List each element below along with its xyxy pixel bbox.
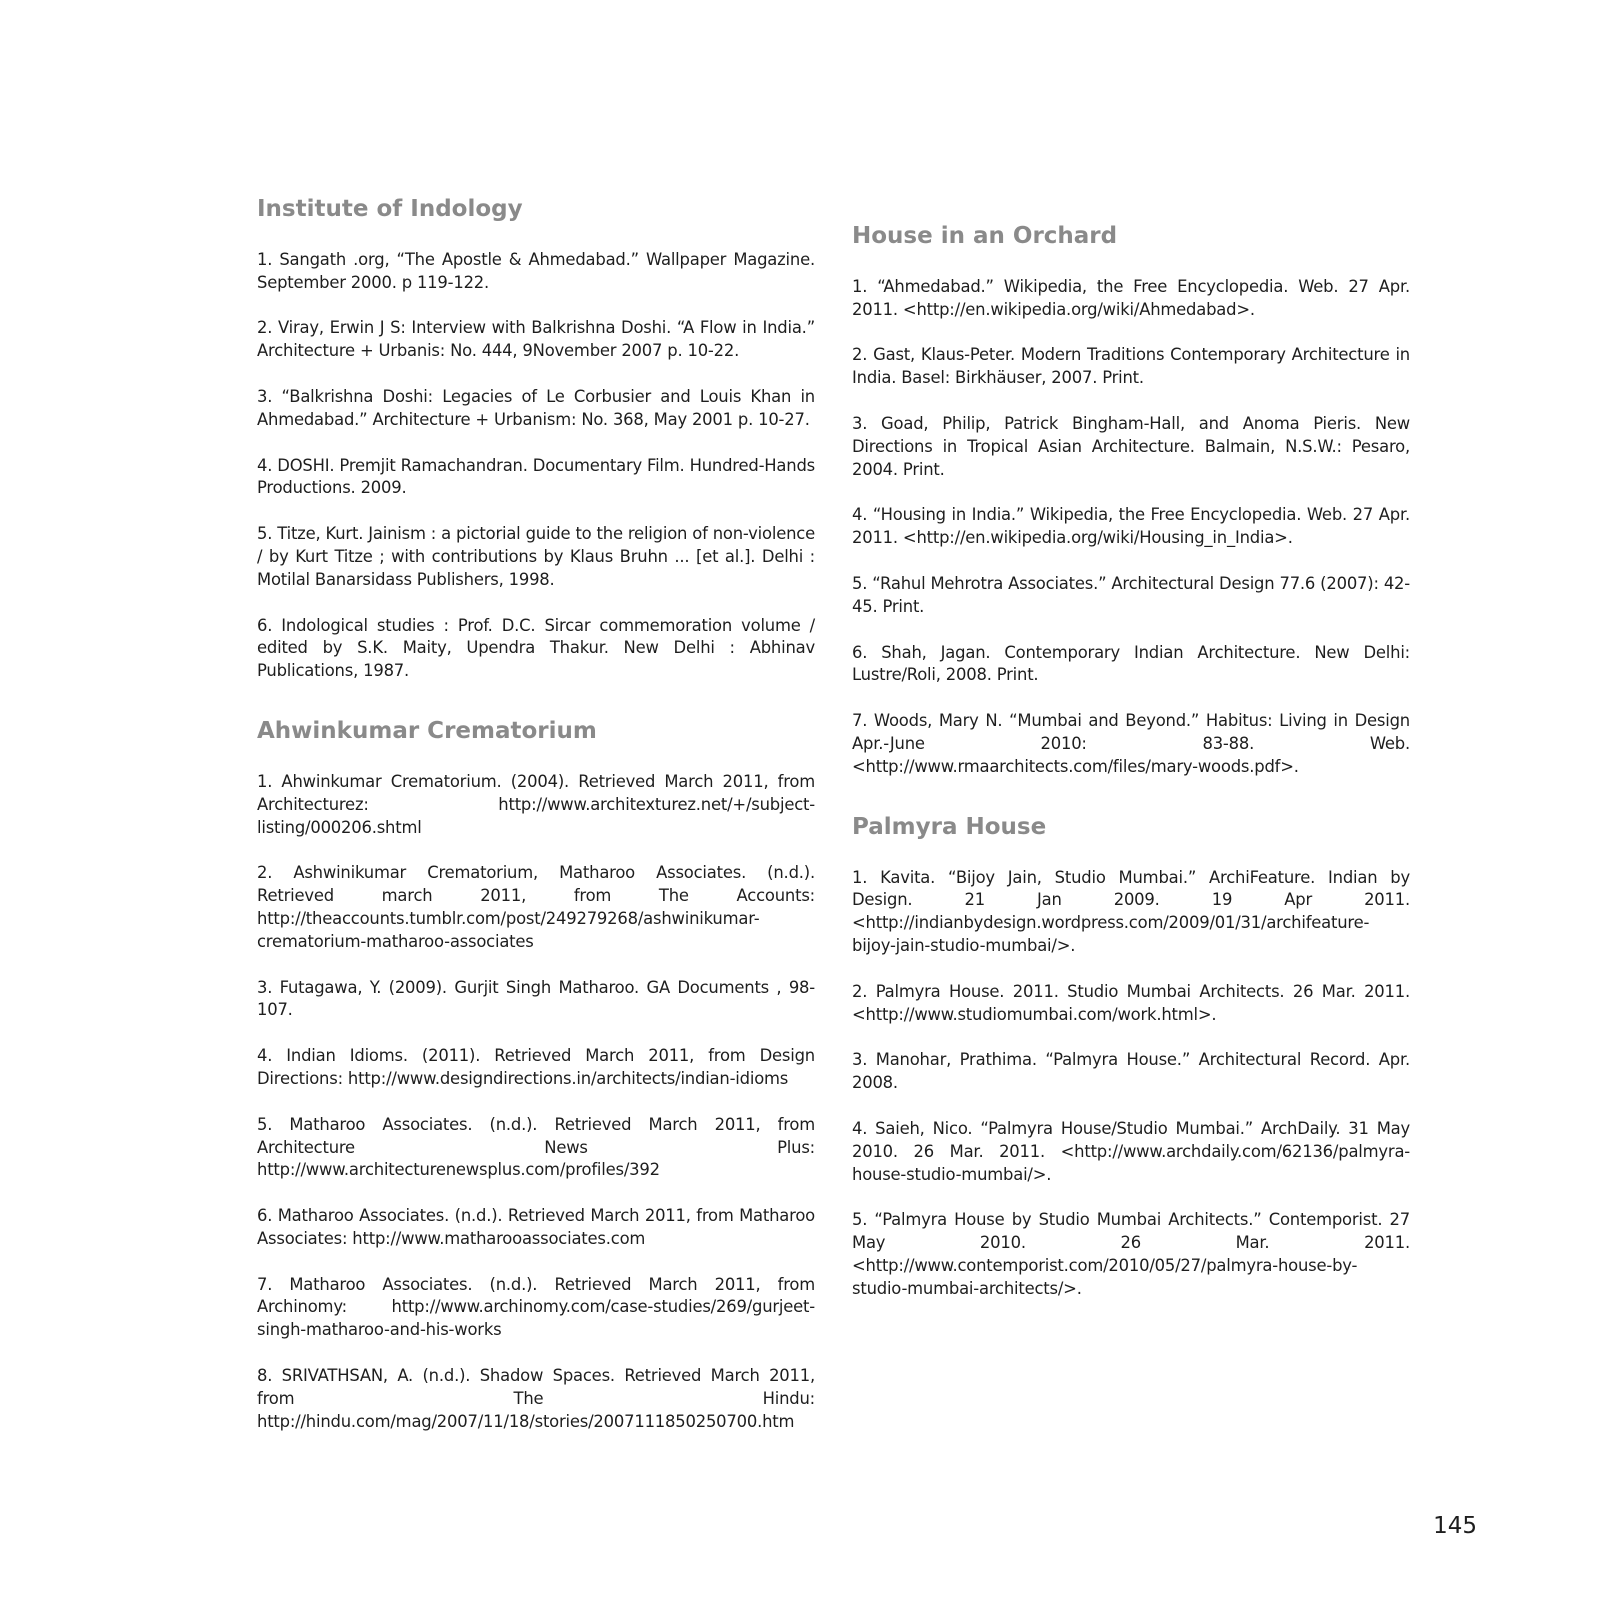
reference-item: 1. “Ahmedabad.” Wikipedia, the Free Encyclopedia. Web. 27 Apr. 2011. <http://en.wikipedia.org/wiki/Ahmedabad>. bbox=[852, 276, 1410, 319]
reference-item: 6. Indological studies : Prof. D.C. Sircar commemoration volume / edited by S.K. Maity, Upendra Thakur. New Delhi : Abhinav Publications, 1987. bbox=[257, 615, 815, 681]
reference-item: 1. Kavita. “Bijoy Jain, Studio Mumbai.” ArchiFeature. Indian by Design. 21 Jan 2009. 19 Apr 2011. <http://indianbydesign.wordpress.com/2009/01/31/archifeature-bijoy-jain-studio-mumbai/>. bbox=[852, 867, 1410, 955]
reference-item: 3. Futagawa, Y. (2009). Gurjit Singh Matharoo. GA Documents , 98-107. bbox=[257, 977, 815, 1020]
reference-item: 5. Matharoo Associates. (n.d.). Retrieved March 2011, from Architecture News Plus: http://www.architecturenewsplus.com/profiles/392 bbox=[257, 1114, 815, 1180]
reference-item: 7. Matharoo Associates. (n.d.). Retrieved March 2011, from Archinomy: http://www.archinomy.com/case-studies/269/gurjeet-singh-matharoo-and-his-works bbox=[257, 1274, 815, 1340]
section-title: Palmyra House bbox=[852, 813, 1047, 840]
reference-item: 2. Gast, Klaus-Peter. Modern Traditions Contemporary Architecture in India. Basel: Birkhäuser, 2007. Print. bbox=[852, 345, 1410, 388]
section-house-in-an-orchard bbox=[852, 222, 1410, 779]
reference-item: 6. Shah, Jagan. Contemporary Indian Architecture. New Delhi: Lustre/Roli, 2008. Print. bbox=[852, 642, 1410, 685]
reference-item: 4. DOSHI. Premjit Ramachandran. Documentary Film. Hundred-Hands Productions. 2009. bbox=[257, 455, 815, 498]
reference-item: 5. Titze, Kurt. Jainism : a pictorial guide to the religion of non-violence / by Kurt Titze ; with contributions by Klaus Bruhn ... [et al.]. Delhi : Motilal Banarsidass Publishers, 1998. bbox=[257, 524, 815, 589]
reference-item: 3. “Balkrishna Doshi: Legacies of Le Corbusier and Louis Khan in Ahmedabad.” Architecture + Urbanism: No. 368, May 2001 p. 10-27. bbox=[257, 387, 815, 429]
reference-item: 4. “Housing in India.” Wikipedia, the Free Encyclopedia. Web. 27 Apr. 2011. <http://en.wikipedia.org/wiki/Housing_in_India>. bbox=[852, 505, 1410, 548]
reference-item: 3. Manohar, Prathima. “Palmyra House.” Architectural Record. Apr. 2008. bbox=[852, 1050, 1410, 1093]
reference-item: 6. Matharoo Associates. (n.d.). Retrieved March 2011, from Matharoo Associates: http://www.matharooassociates.com bbox=[257, 1206, 815, 1248]
reference-item: 8. SRIVATHSAN, A. (n.d.). Shadow Spaces. Retrieved March 2011, from The Hindu: http://hindu.com/mag/2007/11/18/stories/2007111850250700.htm bbox=[257, 1366, 815, 1431]
reference-item: 4. Saieh, Nico. “Palmyra House/Studio Mumbai.” ArchDaily. 31 May 2010. 26 Mar. 2011. <http://www.archdaily.com/62136/palmyra-house-studio-mumbai/>. bbox=[852, 1118, 1410, 1184]
reference-item: 1. Ahwinkumar Crematorium. (2004). Retrieved March 2011, from Architecturez: http://www.architexturez.net/+/subject-listing/000206.shtml bbox=[257, 771, 815, 837]
left-column bbox=[257, 195, 815, 1467]
reference-item: 2. Palmyra House. 2011. Studio Mumbai Architects. 26 Mar. 2011. <http://www.studiomumbai.com/work.html>. bbox=[852, 981, 1410, 1024]
reference-item: 2. Viray, Erwin J S: Interview with Balkrishna Doshi. “A Flow in India.” Architecture + Urbanis: No. 444, 9November 2007 p. 10-22. bbox=[257, 318, 815, 361]
reference-item: 3. Goad, Philip, Patrick Bingham-Hall, and Anoma Pieris. New Directions in Tropical Asian Architecture. Balmain, N.S.W.: Pesaro, 2004. Print. bbox=[852, 414, 1410, 479]
section-title: Institute of Indology bbox=[257, 196, 523, 222]
reference-item: 5. “Rahul Mehrotra Associates.” Architectural Design 77.6 (2007): 42-45. Print. bbox=[852, 574, 1410, 616]
reference-item: 7. Woods, Mary N. “Mumbai and Beyond.” Habitus: Living in Design Apr.-June 2010: 83-88. Web. <http://www.rmaarchitects.com/files/mary-woods.pdf>. bbox=[852, 711, 1410, 776]
section-palmyra-house bbox=[852, 813, 1410, 1301]
section-ahwinkumar-crematorium bbox=[257, 717, 815, 1433]
section-title: Ahwinkumar Crematorium bbox=[257, 718, 597, 745]
right-column bbox=[852, 222, 1410, 1334]
reference-item: 2. Ashwinikumar Crematorium, Matharoo Associates. (n.d.). Retrieved march 2011, from The Accounts: http://theaccounts.tumblr.com/post/249279268/ashwinikumar-crematorium-matharoo-associates bbox=[257, 863, 815, 951]
reference-item: 5. “Palmyra House by Studio Mumbai Architects.” Contemporist. 27 May 2010. 26 Mar. 2011. <http://www.contemporist.com/2010/05/27/palmyra-house-by-studio-mumbai-architects/>. bbox=[852, 1210, 1410, 1298]
section-title: House in an Orchard bbox=[852, 223, 1118, 249]
reference-item: 4. Indian Idioms. (2011). Retrieved March 2011, from Design Directions: http://www.designdirections.in/architects/indian-idioms bbox=[257, 1046, 815, 1088]
section-institute-of-indology bbox=[257, 195, 815, 683]
page-number: 145 bbox=[1433, 1513, 1477, 1539]
reference-item: 1. Sangath .org, “The Apostle & Ahmedabad.” Wallpaper Magazine. September 2000. p 119-122. bbox=[257, 249, 815, 292]
